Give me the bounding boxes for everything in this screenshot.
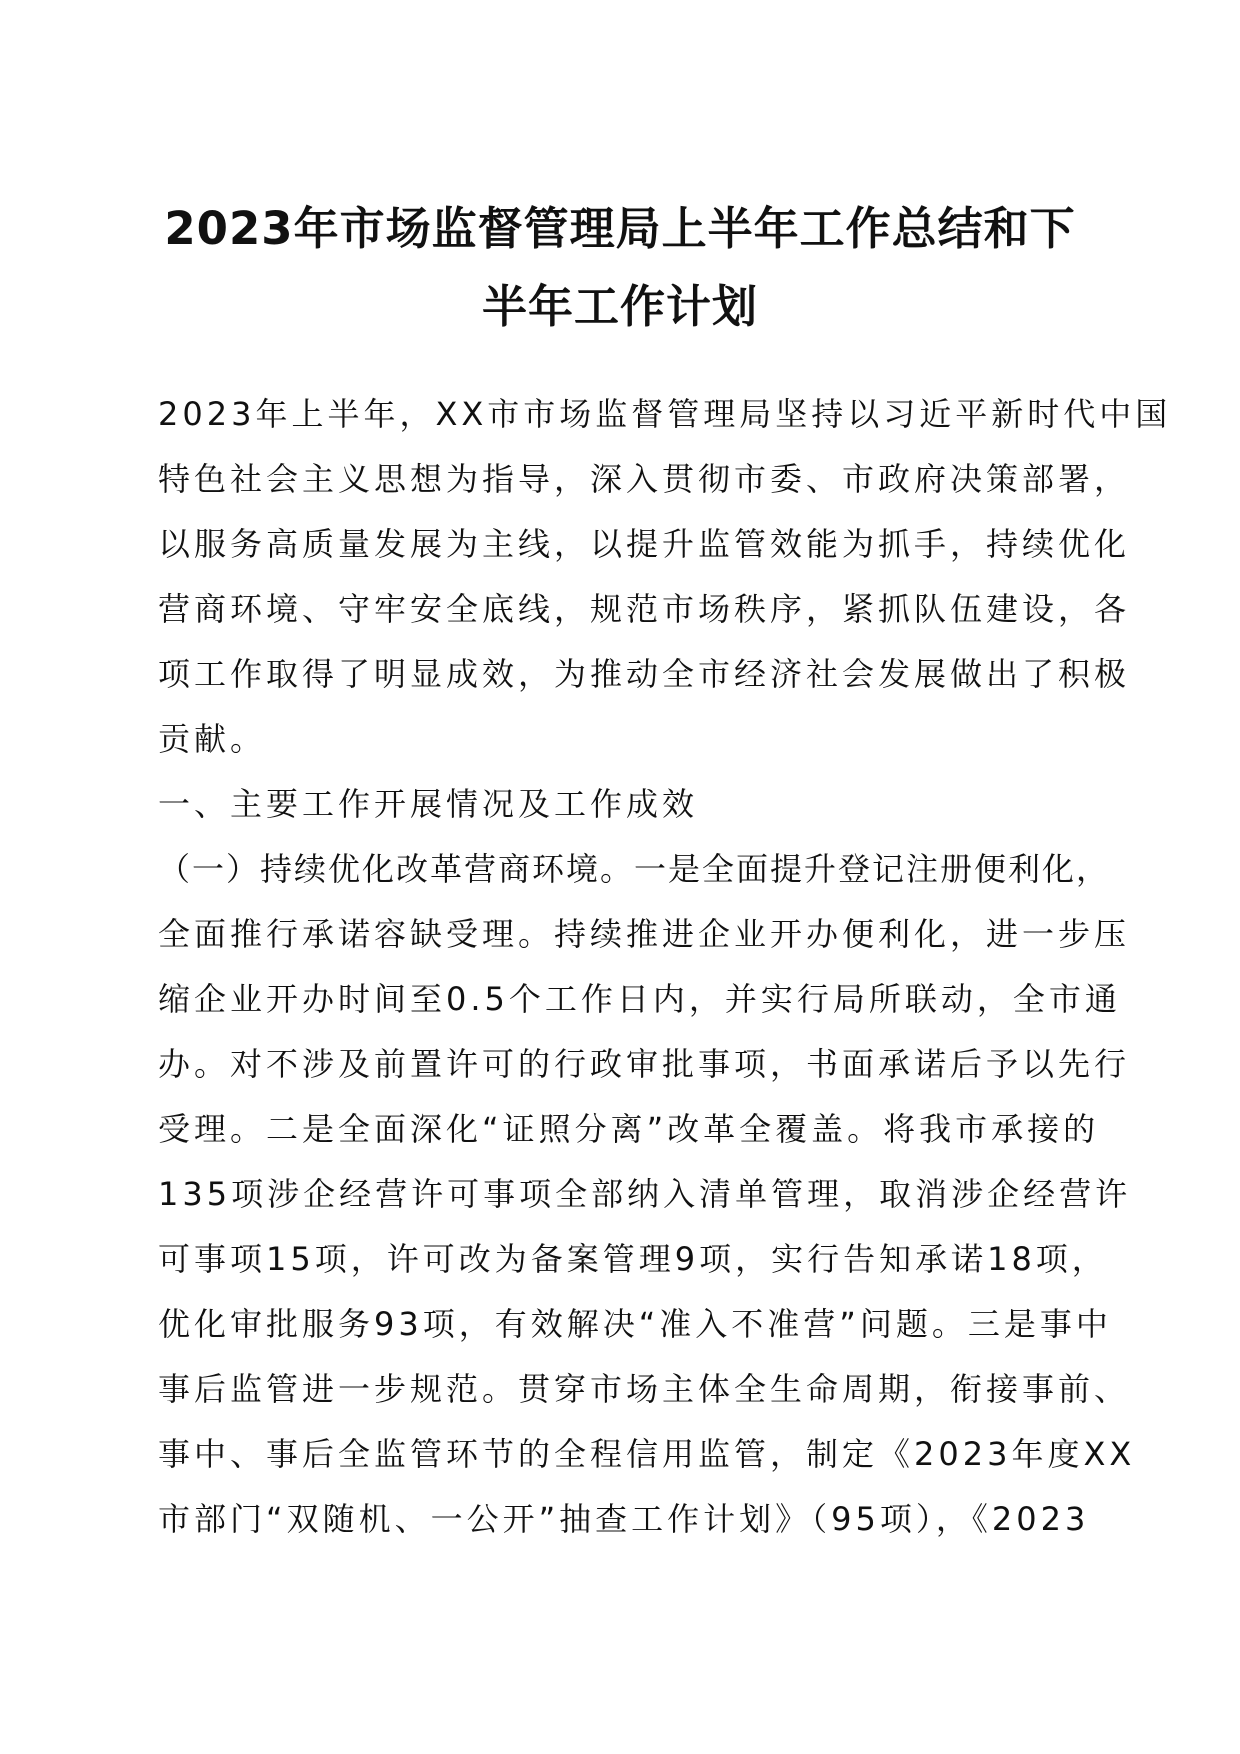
document-title [140, 190, 1100, 346]
text-line: 135项涉企经营许可事项全部纳入清单管理，取消涉企经营许 [158, 1175, 1132, 1213]
subsection-paragraph [158, 837, 1136, 1552]
text-line: 以服务高质量发展为主线，以提升监管效能为抓手，持续优化 [158, 525, 1131, 563]
section-heading: 一、主要工作开展情况及工作成效 [158, 785, 699, 823]
text-line: （一）持续优化改革营商环境。一是全面提升登记注册便利化， [158, 850, 1111, 888]
text-line: 特色社会主义思想为指导，深入贯彻市委、市政府决策部署， [158, 460, 1131, 498]
text-line: 项工作取得了明显成效，为推动全市经济社会发展做出了积极 [158, 655, 1131, 693]
text-line: 事中、事后全监管环节的全程信用监管，制定《2023年度XX [158, 1435, 1136, 1473]
text-line: 贡献。 [158, 720, 267, 758]
title-line-2: 半年工作计划 [481, 280, 758, 333]
text-line: 办。对不涉及前置许可的行政审批事项，书面承诺后予以先行 [158, 1045, 1131, 1083]
text-line: 缩企业开办时间至0.5个工作日内，并实行局所联动，全市通 [158, 980, 1121, 1018]
text-line: 可事项15项，许可改为备案管理9项，实行告知承诺18项， [158, 1240, 1108, 1278]
intro-paragraph [158, 382, 1172, 772]
text-line: 优化审批服务93项，有效解决“准入不准营”问题。三是事中 [158, 1305, 1112, 1343]
text-line: 事后监管进一步规范。贯穿市场主体全生命周期，衔接事前、 [158, 1370, 1131, 1408]
text-line: 市部门“双随机、一公开”抽查工作计划》（95项），《2023 [158, 1500, 1090, 1538]
text-line: 受理。二是全面深化“证照分离”改革全覆盖。将我市承接的 [158, 1110, 1100, 1148]
text-line: 2023年上半年，XX市市场监督管理局坚持以习近平新时代中国 [158, 395, 1172, 433]
document-body [158, 382, 1172, 1552]
text-line: 全面推行承诺容缺受理。持续推进企业开办便利化，进一步压 [158, 915, 1131, 953]
text-line: 营商环境、守牢安全底线，规范市场秩序，紧抓队伍建设，各 [158, 590, 1131, 628]
title-line-1: 2023年市场监督管理局上半年工作总结和下 [164, 202, 1076, 255]
